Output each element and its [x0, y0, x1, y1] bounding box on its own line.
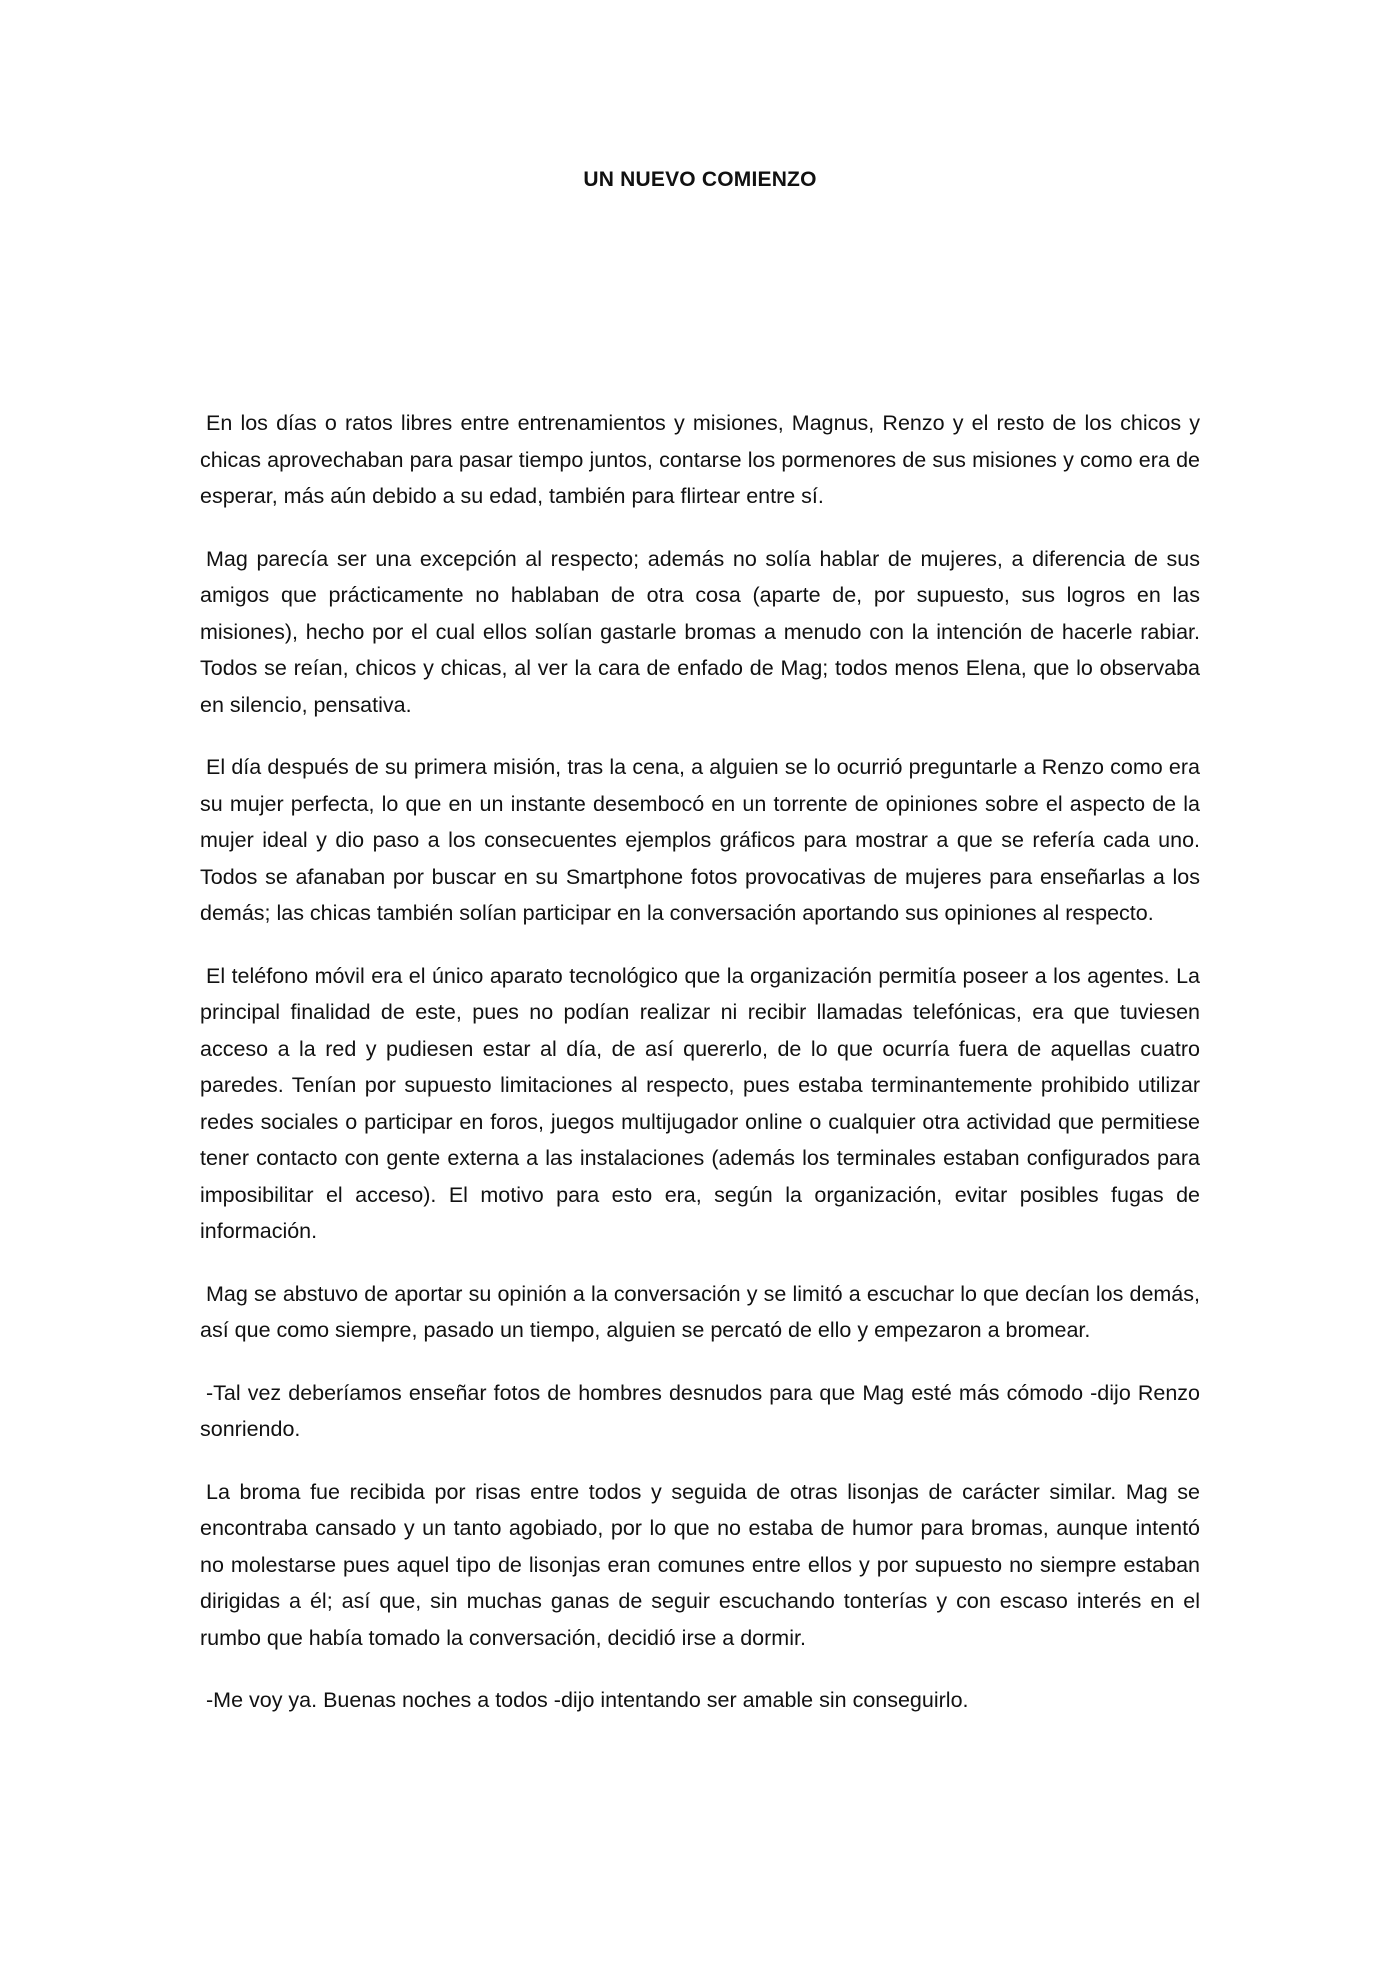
paragraph: -Me voy ya. Buenas noches a todos -dijo intentando ser amable sin conseguirlo. [206, 1688, 969, 1712]
paragraph: La broma fue recibida por risas entre todos y seguida de otras lisonjas de carácter similar. Mag se encontraba cansado y un tanto agobiado, por lo que no estaba de humor para bromas, aunque intentó no molestarse pues aquel tipo de lisonjas eran comunes entre ellos y por supuesto no siempre estaban dirigidas a él; así que, sin muchas ganas de seguir escuchando tonterías y con escaso interés en el rumbo que había tomado la conversación, decidió irse a dormir. [200, 1479, 1200, 1650]
paragraph: El teléfono móvil era el único aparato tecnológico que la organización permitía poseer a los agentes. La principal finalidad de este, pues no podían realizar ni recibir llamadas telefónicas, era que tuviesen acceso a la red y pudiesen estar al día, de así quererlo, de lo que ocurría fuera de aquellas cuatro paredes. Tenían por supuesto limitaciones al respecto, pues estaba terminantemente prohibido utilizar redes sociales o participar en foros, juegos multijugador online o cualquier otra actividad que permitiese tener contacto con gente externa a las instalaciones (además los terminales estaban configurados para imposibilitar el acceso). El motivo para esto era, según la organización, evitar posibles fugas de información. [200, 963, 1200, 1243]
paragraph: -Tal vez deberíamos enseñar fotos de hombres desnudos para que Mag esté más cómodo -dijo Renzo sonriendo. [200, 1380, 1200, 1441]
paragraph: En los días o ratos libres entre entrenamientos y misiones, Magnus, Renzo y el resto de los chicos y chicas aprovechaban para pasar tiempo juntos, contarse los pormenores de sus misiones y como era de esperar, más aún debido a su edad, también para flirtear entre sí. [200, 411, 1200, 508]
paragraph: El día después de su primera misión, tras la cena, a alguien se lo ocurrió preguntarle a Renzo como era su mujer perfecta, lo que en un instante desembocó en un torrente de opiniones sobre el aspecto de la mujer ideal y dio paso a los consecuentes ejemplos gráficos para mostrar a que se refería cada uno. Todos se afanaban por buscar en su Smartphone fotos provocativas de mujeres para enseñarlas a los demás; las chicas también solían participar en la conversación aportando sus opiniones al respecto. [200, 755, 1200, 925]
document-title: UN NUEVO COMIENZO [583, 168, 817, 191]
document-body [200, 405, 1200, 1745]
paragraph: Mag se abstuvo de aportar su opinión a la conversación y se limitó a escuchar lo que decían los demás, así que como siempre, pasado un tiempo, alguien se percató de ello y empezaron a bromear. [200, 1281, 1200, 1342]
paragraph: Mag parecía ser una excepción al respecto; además no solía hablar de mujeres, a diferencia de sus amigos que prácticamente no hablaban de otra cosa (aparte de, por supuesto, sus logros en las misiones), hecho por el cual ellos solían gastarle bromas a menudo con la intención de hacerle rabiar. Todos se reían, chicos y chicas, al ver la cara de enfado de Mag; todos menos Elena, que lo observaba en silencio, pensativa. [200, 546, 1200, 717]
